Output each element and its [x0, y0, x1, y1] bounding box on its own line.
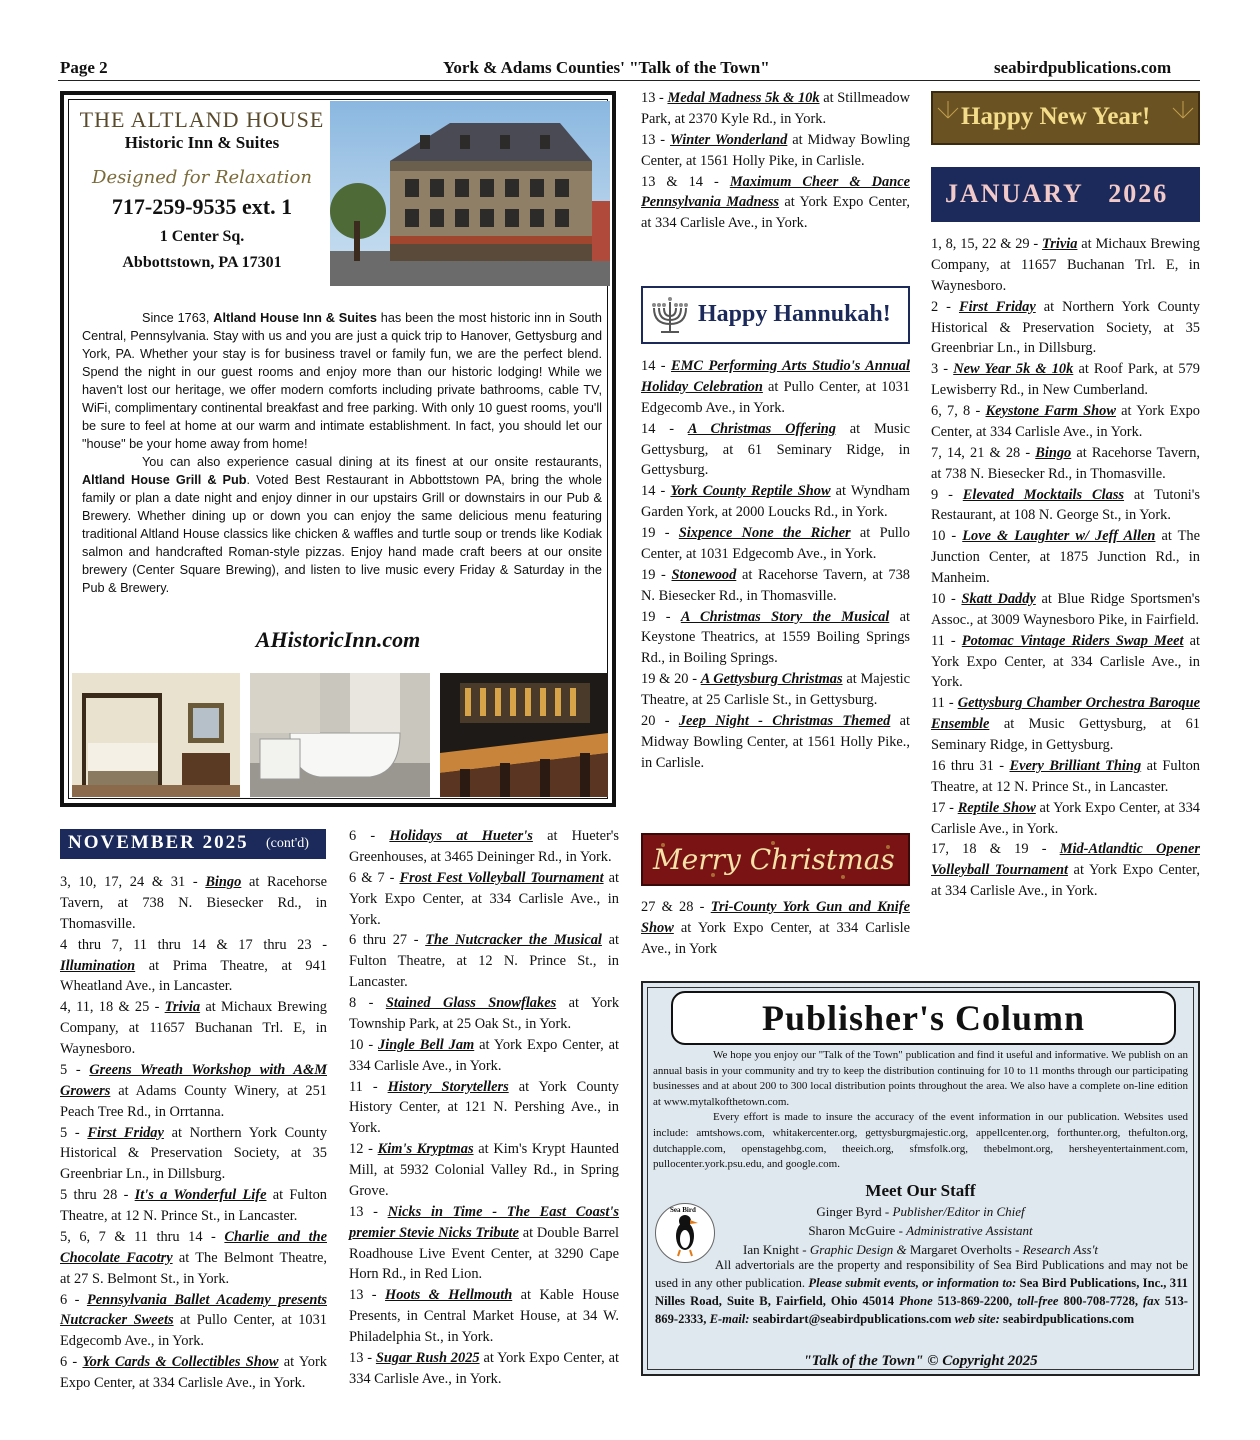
event-title: Illumination: [60, 957, 136, 974]
event-entry: [641, 897, 910, 960]
event-entry: [349, 1202, 619, 1286]
december-events-mid: [641, 356, 910, 774]
november-heading-box: [60, 829, 326, 859]
bathroom-photo: [250, 673, 430, 797]
event-location: at Music Gettysburg, at 61 Seminary Ridge, in Gettysburg.: [641, 420, 910, 479]
event-title: Skatt Daddy: [961, 590, 1036, 607]
event-date: 4 thru 7, 11 thru 14 & 17 thru 23 -: [60, 936, 327, 953]
event-entry: [60, 872, 327, 935]
event-title: Kim's Kryptmas: [377, 1141, 474, 1158]
publisher-paragraph-1: We hope you enjoy our "Talk of the Town" publication and find it useful and informative. We publish on an annual basis in your community and try to keep the distribution continuing for 10 to 11 months through our participating businesses and at about 200 to 300 local distribution points throughout the area. We also have a complete on-line edition at www.mytalkofthetown.com.: [653, 1049, 1188, 1108]
event-title: History Storytellers: [387, 1078, 509, 1095]
event-title: Reptile Show: [957, 799, 1036, 816]
event-location: at York Township Park, at 25 Oak St., in York.: [349, 995, 620, 1032]
event-date: 14 -: [641, 483, 671, 500]
event-location: at Midway Bowling Center, at 1561 Holly Pike, in Carlisle.: [641, 131, 910, 169]
december-events-bottom: [641, 897, 910, 960]
notice-address: Sea Bird Publications, Inc., 311 Nilles Road, Suite B, Fairfield, Ohio 45014: [655, 1275, 1188, 1308]
event-entry: [60, 1185, 327, 1227]
event-title: York County Reptile Show: [670, 483, 831, 500]
fax-label: fax: [1143, 1293, 1160, 1308]
event-title: Jeep Night - Christmas Themed: [678, 712, 891, 729]
publisher-notice: [655, 1257, 1188, 1329]
event-location: at York Expo Center, at 334 Carlisle Ave., in York.: [931, 799, 1200, 837]
logo-text: Sea Bird: [670, 1206, 696, 1214]
december-events-top: [641, 88, 910, 234]
event-location: at Northern York County Historical & Preservation Society, at 35 Greenbriar Ln., in Dillsburg.: [60, 1124, 328, 1183]
event-date: 5 -: [60, 1124, 88, 1141]
event-date: 14 -: [641, 358, 672, 374]
event-entry: [931, 526, 1200, 589]
event-entry: [931, 401, 1200, 443]
event-date: 6 -: [60, 1354, 83, 1371]
event-date: 8 -: [349, 995, 386, 1011]
site-url[interactable]: seabirdpublications.com: [994, 58, 1172, 77]
event-location: at York Expo Center, at 334 Carlisle Ave., in York: [641, 919, 910, 957]
ad-description: [82, 309, 602, 598]
event-date: 19 -: [641, 525, 679, 541]
event-title: Greens Wreath Workshop with A&M Growers: [60, 1061, 327, 1099]
phone-value: 513-869-2200,: [932, 1293, 1018, 1308]
event-location: at Kable House Presents, in Central Market House, at 34 W. Philadelphia St., in York.: [349, 1287, 619, 1345]
event-date: 10 -: [349, 1036, 379, 1053]
event-entry: [931, 839, 1200, 902]
event-date: 11 -: [931, 632, 962, 649]
event-title: Bingo: [205, 874, 242, 890]
ad-address-line2: Abbottstown, PA 17301: [122, 254, 282, 271]
event-location: at York Expo Center, at 334 Carlisle Ave., in York.: [931, 632, 1201, 691]
event-entry: [349, 868, 619, 931]
event-date: 19 -: [641, 566, 672, 583]
january-events: [931, 234, 1200, 902]
event-location: at Roof Park, at 579 Lewisberry Rd., in New Cumberland.: [931, 361, 1200, 399]
publishers-column: [641, 981, 1200, 1376]
event-location: at Racehorse Tavern, at 738 N. Biesecker Rd., in Thomasville.: [641, 566, 910, 604]
event-date: 13 & 14 -: [641, 173, 730, 190]
event-location: at Stillmeadow Park, at 2370 Kyle Rd., in York.: [641, 90, 910, 127]
event-location: at Adams County Winery, at 251 Peach Tree Rd., in Orrtanna.: [60, 1082, 327, 1120]
event-title: It's a Wonderful Life: [134, 1187, 267, 1204]
event-location: at York Expo Center, at 334 Carlisle Ave., in York.: [349, 1036, 619, 1074]
inn-photo: [330, 101, 610, 286]
new-year-banner: [931, 91, 1200, 145]
event-entry: [60, 1123, 327, 1186]
event-title: Sixpence None the Richer: [678, 525, 851, 541]
web-value[interactable]: seabirdpublications.com: [999, 1311, 1135, 1326]
event-title: Maximum Cheer & Dance Pennsylvania Madness: [641, 173, 910, 211]
event-title: Every Brilliant Thing: [1009, 757, 1142, 774]
january-heading: JANUARY 2026: [945, 179, 1169, 208]
staff-heading: Meet Our Staff: [865, 1181, 976, 1200]
ad-address-line1: 1 Center Sq.: [159, 228, 245, 245]
event-date: 2 -: [931, 298, 959, 315]
event-title: Gettysburg Chamber Orchestra Baroque Ensemble: [931, 695, 1200, 733]
staff-name-2: Sharon McGuire -: [808, 1222, 907, 1238]
ad-para2-text: You can also experience casual dining at its finest at our onsite restaurants,: [142, 455, 602, 470]
event-date: 11 -: [349, 1078, 388, 1095]
event-date: 13 -: [349, 1287, 386, 1304]
event-location: at Majestic Theatre, at 25 Carlisle St., in Gettysburg.: [641, 671, 910, 708]
event-title: First Friday: [958, 298, 1036, 315]
event-location: at Michaux Brewing Company, at 11657 Buchanan Trl. E, in Waynesboro.: [931, 236, 1200, 294]
event-location: at Fulton Theatre, at 12 N. Prince St., in Lancaster.: [349, 932, 619, 991]
event-location: at Wyndham Garden York, at 2000 Loucks Rd., in York.: [641, 483, 910, 521]
event-date: 5, 6, 7 & 11 thru 14 -: [60, 1228, 225, 1245]
event-location: at York County History Center, at 121 N. Pershing Ave., in York.: [349, 1078, 620, 1137]
event-date: 5 -: [60, 1061, 90, 1078]
event-date: 6 & 7 -: [349, 869, 400, 886]
event-date: 16 thru 31 -: [931, 757, 1010, 774]
event-date: 27 & 28 -: [641, 899, 711, 915]
event-date: 5 thru 28 -: [60, 1187, 135, 1204]
event-title: A Christmas Offering: [687, 420, 836, 437]
event-title: Mid-Atlandtic Opener Volleyball Tournament: [931, 841, 1200, 879]
event-title: The Nutcracker the Musical: [425, 932, 602, 949]
event-title: Winter Wonderland: [669, 131, 788, 148]
fax-value: 513-869-2333,: [655, 1293, 1189, 1326]
event-date: 6 -: [60, 1291, 87, 1308]
staff-role-3: Graphic Design &: [809, 1241, 910, 1257]
event-title: Hoots & Hellmouth: [385, 1287, 513, 1304]
ad-subtitle: Historic Inn & Suites: [124, 133, 280, 152]
event-title: York Cards & Collectibles Show: [82, 1354, 279, 1371]
event-location: at Midway Bowling Center, at 1561 Holly Pike., in Carlisle.: [641, 712, 911, 771]
event-date: 7, 14, 21 & 28 -: [931, 444, 1036, 461]
event-date: 13 -: [641, 90, 668, 106]
event-date: 6 thru 27 -: [349, 932, 426, 949]
event-entry: [349, 1077, 619, 1140]
event-date: 14 -: [641, 420, 688, 437]
page-number: Page 2: [60, 58, 108, 77]
event-entry: [60, 1290, 327, 1353]
event-entry: [641, 565, 910, 607]
ad-para1-text-cont: has been the most historic inn in South Central, Pennsylvania. Stay with us and you are just a quick trip to Hanover, Gettysburg and York, PA. Whether your stay is for business travel or family fun, we are the perfect blend. Spend the night in our guest rooms and enjoy more than our historic lodging! While we haven't lost our heritage, we offer modern comforts including private bathrooms, cable TV, WiFi, complimentary continental breakfast and free parking. With only 10 guest rooms, you'll be sure to feel at home at our warm and intimate establishment. In fact, you should let our "house" be your home away from home!: [82, 311, 602, 452]
publishers-column-title-box: [671, 991, 1176, 1045]
event-entry: [60, 1227, 327, 1290]
bedroom-photo: [72, 673, 240, 797]
publication-title: York & Adams Counties' "Talk of the Town": [443, 58, 770, 77]
staff-role-1: Publisher/Editor in Chief: [892, 1204, 1025, 1219]
event-date: 13 -: [349, 1203, 388, 1220]
event-entry: [349, 1348, 619, 1390]
event-location: at Pullo Center, at 1031 Edgecomb Ave., in York.: [641, 525, 910, 562]
header-rule: [58, 80, 1200, 81]
event-entry: [641, 607, 910, 670]
staff-name-4: Margaret Overholts -: [909, 1241, 1023, 1257]
event-location: at Double Barrel Roadhouse Live Event Center, at 3290 Cape Horn Rd., in Red Lion.: [349, 1224, 619, 1283]
event-entry: [349, 1139, 619, 1202]
staff-name-3: Ian Knight -: [743, 1241, 810, 1257]
event-entry: [60, 1352, 327, 1394]
publishers-column-title: Publisher's Column: [761, 998, 1086, 1038]
phone-label: Phone: [899, 1293, 933, 1308]
event-entry: [931, 798, 1200, 840]
event-location: at Keystone Theatrics, at 1559 Boiling Springs Rd., in Boiling Springs.: [641, 608, 910, 667]
ad-restaurant-name: Altland House Grill & Pub: [82, 473, 247, 488]
event-entry: [931, 631, 1200, 694]
event-location: at Racehorse Tavern, at 738 N. Biesecker Rd., in Thomasville.: [931, 444, 1200, 482]
event-date: 3 -: [931, 361, 954, 378]
event-location: at York Expo Center, at 334 Carlisle Ave., in York.: [349, 1349, 619, 1387]
event-entry: [60, 935, 327, 998]
event-title: Holidays at Hueter's: [389, 828, 533, 844]
staff-role-4: Research Ass't: [1022, 1241, 1098, 1257]
event-entry: [931, 485, 1200, 527]
event-date: 9 -: [931, 486, 963, 503]
ad-para1-text: Since 1763,: [142, 311, 214, 325]
event-entry: [931, 443, 1200, 485]
tollfree-value: 800-708-7728,: [1058, 1293, 1144, 1308]
event-entry: [349, 930, 619, 993]
event-date: 3, 10, 17, 24 & 31 -: [60, 874, 206, 890]
event-title: Pennsylvania Ballet Academy presents Nutcracker Sweets: [60, 1291, 327, 1329]
bar-photo: [440, 673, 608, 797]
event-title: Trivia: [164, 999, 201, 1016]
event-title: Keystone Farm Show: [985, 403, 1116, 419]
event-date: 6 -: [349, 828, 390, 844]
event-date: 17 -: [931, 799, 958, 816]
event-title: Potomac Vintage Riders Swap Meet: [961, 632, 1184, 649]
event-entry: [931, 693, 1200, 756]
event-entry: [349, 993, 619, 1035]
event-location: at York Expo Center, at 334 Carlisle Ave., in York.: [641, 194, 910, 232]
event-date: 20 -: [641, 712, 679, 729]
event-title: First Friday: [87, 1124, 164, 1141]
event-location: at Racehorse Tavern, at 738 N. Biesecker Rd., in Thomasville.: [60, 874, 327, 932]
event-location: at The Junction Center, at 1875 Junction Rd., in Manheim.: [931, 528, 1200, 586]
event-entry: [641, 88, 910, 130]
event-title: Sugar Rush 2025: [375, 1349, 480, 1366]
event-location: at York Expo Center, at 334 Carlisle Ave., in York.: [60, 1354, 327, 1391]
publisher-paragraph-2: Every effort is made to insure the accuracy of the event information in our publication. Websites used include: amtshows.com, whitakercenter.org, gettysburgmajestic.org, appellcenter.org, forthunter.org, thefulton.org, dutchapple.com, openstagehbg.com, theeich.org, sfmsfolk.org, thebelmont.org, hersheyentertainment.com, pullocenter.york.psu.edu, and google.com.: [653, 1111, 1188, 1171]
event-location: at York Expo Center, at 334 Carlisle Ave., in York.: [349, 869, 619, 928]
event-title: Trivia: [1042, 236, 1078, 252]
november-events-col2: [349, 826, 619, 1390]
event-entry: [641, 711, 910, 774]
ad-tagline: Designed for Relaxation: [92, 167, 312, 188]
event-date: 19 -: [641, 608, 681, 625]
ad-para2-text-cont: . Voted Best Restaurant in Abbottstown PA, bring the whole family or plan a date night and enjoy dinner in our upstairs Grill or downstairs in our Pub & Brewery. Whether dining up or down you can enjoy the same delicious menu featuring traditional Altland House classics like chicken & waffles and turtle soup or trends like Kodiak salmon and handcrafted Roman-style pizzas. Enjoy hand made craft beers at our onsite brewery (Center Square Brewing), and listen to live music every Friday & Saturday in the Pub & Brewery.: [82, 473, 602, 596]
event-title: New Year 5k & 10k: [953, 361, 1074, 378]
staff-role-2: Administrative Assistant: [906, 1222, 1033, 1238]
event-location: at Northern York County Historical & Preservation Society, at 35 Greenbriar Ln., in Dillsburg.: [931, 298, 1200, 357]
event-entry: [931, 589, 1200, 631]
event-entry: [641, 481, 910, 523]
event-location: at Fulton Theatre, at 12 N. Prince St., in Lancaster.: [931, 757, 1200, 795]
event-date: 13 -: [349, 1349, 376, 1366]
event-entry: [931, 756, 1200, 798]
event-title: A Gettysburg Christmas: [700, 671, 843, 688]
event-location: at Blue Ridge Sportsmen's Assoc., at 3009 Waynesboro Pike, in Fairfield.: [931, 590, 1201, 628]
notice-text: All advertorials are the property and responsibility of Sea Bird Publications and may not be used in any other publication.: [655, 1258, 1188, 1290]
november-heading: NOVEMBER 2025: [68, 832, 249, 853]
event-location: at Hueter's Greenhouses, at 3465 Deininger Rd., in York.: [349, 828, 619, 865]
event-location: at York Expo Center, at 334 Carlisle Ave., in York.: [931, 403, 1200, 440]
event-date: 19 & 20 -: [641, 671, 701, 688]
november-heading-suffix: (cont'd): [266, 836, 309, 851]
event-date: 13 -: [641, 131, 670, 148]
web-label: web site:: [954, 1311, 1000, 1326]
event-entry: [641, 172, 910, 235]
event-title: Medal Madness 5k & 10k: [667, 90, 820, 106]
event-title: Nicks in Time - The East Coast's premier Stevie Nicks Tribute: [349, 1203, 619, 1241]
email-value[interactable]: seabirdart@seabirdpublications.com: [749, 1311, 955, 1326]
event-title: Frost Fest Volleyball Tournament: [399, 869, 604, 886]
event-entry: [349, 1285, 619, 1348]
ad-website[interactable]: AHistoricInn.com: [255, 627, 421, 652]
email-label: E-mail:: [709, 1311, 750, 1326]
event-title: Tri-County York Gun and Knife Show: [641, 899, 910, 936]
event-date: 10 -: [931, 528, 963, 545]
christmas-label: Merry Christmas: [653, 843, 895, 876]
event-location: at Prima Theatre, at 941 Wheatland Ave., in Lancaster.: [60, 957, 327, 995]
event-location: at Pullo Center, at 1031 Edgecomb Ave., in York.: [60, 1312, 327, 1350]
tollfree-label: toll-free: [1017, 1293, 1059, 1308]
new-year-label: Happy New Year!: [961, 103, 1151, 130]
event-location: at Music Gettysburg, at 61 Seminary Ridge, in Gettysburg.: [931, 716, 1200, 753]
staff-name-1: Ginger Byrd -: [816, 1204, 893, 1219]
event-title: Charlie and the Chocolate Facotry: [60, 1228, 327, 1266]
event-date: 1, 8, 15, 22 & 29 -: [931, 236, 1043, 252]
event-title: Stonewood: [671, 566, 737, 583]
event-entry: [641, 419, 910, 482]
event-entry: [641, 130, 910, 172]
event-location: at Pullo Center, at 1031 Edgecomb Ave., in York.: [641, 378, 911, 416]
christmas-banner: [641, 833, 910, 886]
event-location: at Tutoni's Restaurant, at 108 N. George St., in York.: [931, 486, 1200, 524]
hannukah-label: Happy Hannukah!: [698, 301, 891, 327]
event-location: at Kim's Krypt Haunted Mill, at 5932 Colonial Valley Rd., in Spring Grove.: [349, 1141, 619, 1199]
event-entry: [641, 523, 910, 565]
event-entry: [641, 356, 910, 419]
event-date: 4, 11, 18 & 25 -: [60, 999, 165, 1016]
copyright: "Talk of the Town" © Copyright 2025: [803, 1353, 1038, 1369]
staff-list: [643, 1203, 1198, 1260]
publisher-intro: [653, 1048, 1188, 1173]
event-title: Stained Glass Snowflakes: [385, 995, 557, 1011]
event-date: 6, 7, 8 -: [931, 403, 986, 419]
event-location: at The Belmont Theatre, at 27 S. Belmont St., in York.: [60, 1249, 327, 1287]
january-heading-box: [931, 167, 1200, 222]
ad-business-name: THE ALTLAND HOUSE: [79, 107, 325, 132]
event-date: 12 -: [349, 1141, 378, 1158]
event-entry: [931, 297, 1200, 360]
ad-inn-name: Altland House Inn & Suites: [213, 311, 377, 325]
event-location: at Michaux Brewing Company, at 11657 Buchanan Trl. E, in Waynesboro.: [60, 999, 327, 1057]
november-events-col1: [60, 872, 327, 1394]
event-location: at York Expo Center, at 334 Carlisle Ave., in York.: [931, 862, 1200, 900]
event-entry: [641, 669, 910, 711]
event-entry: [349, 826, 619, 868]
event-entry: [931, 359, 1200, 401]
event-title: EMC Performing Arts Studio's Annual Holiday Celebration: [641, 358, 910, 395]
event-title: Bingo: [1035, 444, 1072, 461]
event-entry: [60, 1060, 327, 1123]
hannukah-banner: [641, 286, 910, 344]
event-entry: [931, 234, 1200, 297]
event-title: Jingle Bell Jam: [378, 1036, 475, 1053]
event-entry: [349, 1035, 619, 1077]
ad-phone: 717-259-9535 ext. 1: [111, 194, 293, 219]
event-date: 10 -: [931, 590, 962, 607]
event-title: Elevated Mocktails Class: [962, 486, 1125, 503]
event-location: at Fulton Theatre, at 12 N. Prince St., in Lancaster.: [60, 1187, 328, 1224]
event-date: 11 -: [931, 695, 958, 712]
notice-submit-label: Please submit events, or information to:: [808, 1275, 1017, 1290]
event-title: A Christmas Story the Musical: [680, 608, 890, 625]
event-title: Love & Laughter w/ Jeff Allen: [962, 528, 1156, 545]
event-date: 17, 18 & 19 -: [931, 841, 1060, 858]
event-entry: [60, 997, 327, 1060]
altland-house-ad: [60, 91, 616, 807]
menorah-icon: [649, 294, 691, 336]
